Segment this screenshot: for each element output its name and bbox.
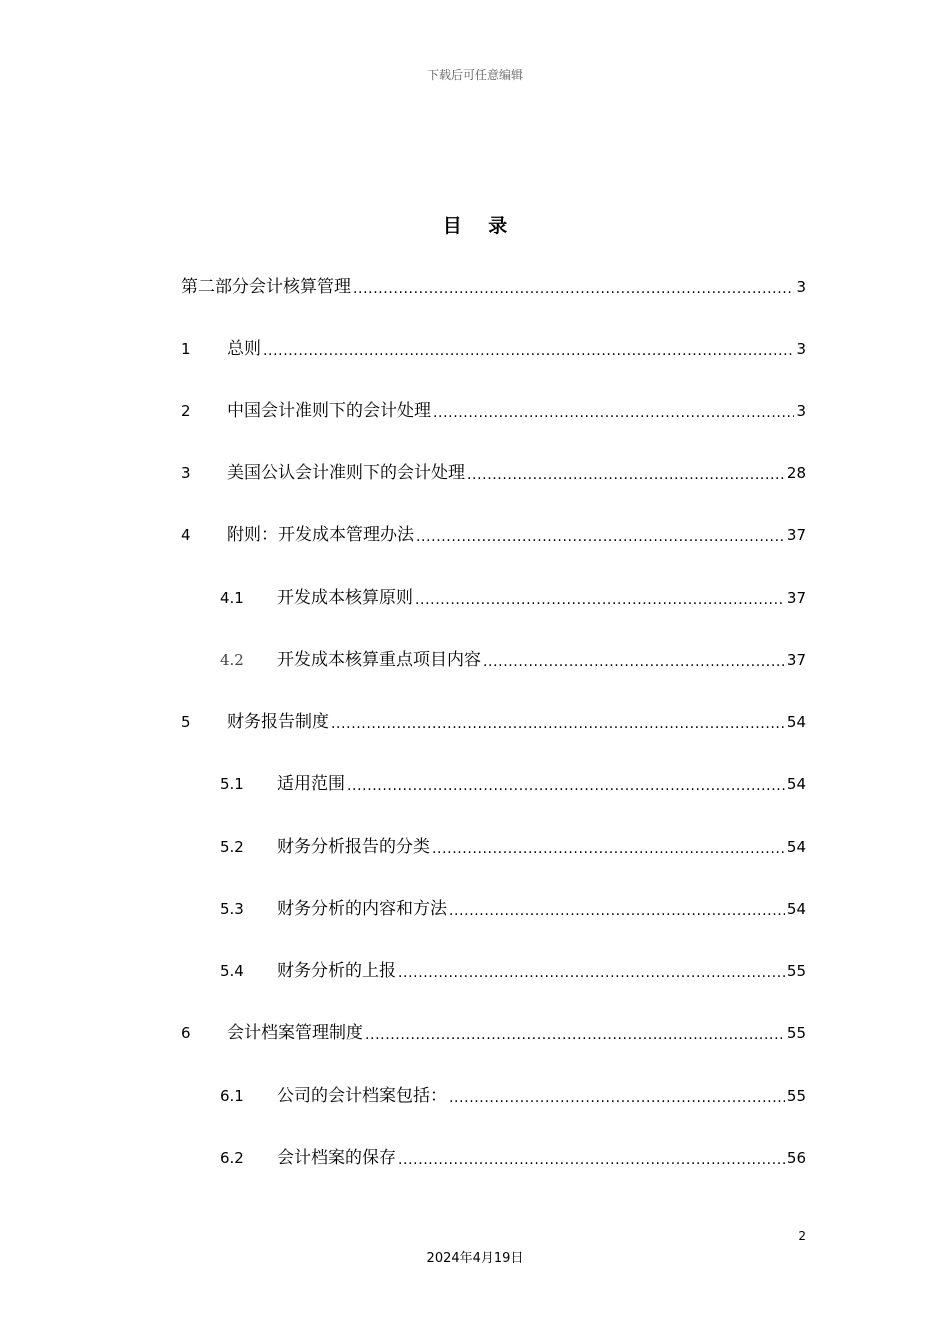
toc-entry-number: 3 bbox=[181, 464, 191, 482]
dot-leader bbox=[467, 465, 785, 485]
toc-entry-number: 5 bbox=[181, 713, 191, 731]
toc-entry-number: 1 bbox=[181, 340, 191, 358]
toc-entry-5-2[interactable] bbox=[220, 835, 806, 859]
toc-entry-text: 财务分析的内容和方法 bbox=[277, 899, 447, 919]
toc-entry-number: 6.1 bbox=[220, 1087, 244, 1105]
toc-entry-5-3[interactable] bbox=[220, 897, 806, 921]
toc-entry-text: 附则：开发成本管理办法 bbox=[227, 525, 414, 545]
toc-entry-page: 55 bbox=[786, 962, 806, 980]
toc-entry-text: 适用范围 bbox=[277, 774, 345, 794]
toc-entry-text: 财务分析的上报 bbox=[277, 961, 396, 981]
toc-entry-number: 5.2 bbox=[220, 838, 244, 856]
dot-leader bbox=[398, 1150, 785, 1170]
toc-entry-5-1[interactable] bbox=[220, 772, 806, 796]
toc-entry-page: 55 bbox=[786, 1087, 806, 1105]
toc-entry-page: 55 bbox=[786, 1024, 806, 1042]
dot-leader bbox=[432, 839, 785, 859]
toc-entry-page: 3 bbox=[796, 340, 806, 358]
toc-entry-5-4[interactable] bbox=[220, 959, 806, 983]
toc-entry-6[interactable] bbox=[181, 1021, 806, 1045]
toc-entry-number: 2 bbox=[181, 402, 191, 420]
page-number: 2 bbox=[798, 1229, 806, 1243]
toc-entry-page: 37 bbox=[786, 651, 806, 669]
toc-entry-number: 6 bbox=[181, 1024, 191, 1042]
toc-entry-4-1[interactable] bbox=[220, 586, 806, 610]
toc-entry-1[interactable] bbox=[181, 337, 806, 361]
dot-leader bbox=[415, 590, 785, 610]
toc-entry-2[interactable] bbox=[181, 399, 806, 423]
dot-leader bbox=[449, 1088, 785, 1108]
toc-entry-page: 54 bbox=[786, 775, 806, 793]
toc-entry-part-2[interactable] bbox=[181, 275, 806, 299]
dot-leader bbox=[365, 1025, 785, 1045]
toc-entry-number: 5.4 bbox=[220, 962, 244, 980]
dot-leader bbox=[263, 341, 794, 361]
toc-entry-3[interactable] bbox=[181, 461, 806, 485]
toc-entry-number: 5.3 bbox=[220, 900, 244, 918]
toc-entry-text: 中国会计准则下的会计处理 bbox=[227, 401, 431, 421]
toc-entry-page: 3 bbox=[796, 402, 806, 420]
toc-entry-text: 开发成本核算重点项目内容 bbox=[277, 650, 481, 670]
toc-entry-page: 37 bbox=[786, 589, 806, 607]
toc-entry-text: 财务报告制度 bbox=[227, 712, 329, 732]
dot-leader bbox=[398, 963, 785, 983]
toc-entry-text: 会计档案管理制度 bbox=[227, 1023, 363, 1043]
toc-entry-page: 3 bbox=[796, 278, 806, 296]
toc-entry-page: 37 bbox=[786, 526, 806, 544]
toc-title: 目 录 bbox=[442, 215, 518, 237]
toc-entry-text: 财务分析报告的分类 bbox=[277, 837, 430, 857]
footer-date: 2024年4月19日 bbox=[426, 1251, 524, 1266]
toc-entry-4[interactable] bbox=[181, 523, 806, 547]
dot-leader bbox=[347, 776, 785, 796]
toc-entry-text: 开发成本核算原则 bbox=[277, 588, 413, 608]
toc-entry-number: 5.1 bbox=[220, 775, 244, 793]
toc-entry-number: 4 bbox=[181, 526, 191, 544]
toc-entry-page: 28 bbox=[786, 464, 806, 482]
header-note: 下载后可任意编辑 bbox=[426, 68, 523, 82]
toc-entry-number: 4.1 bbox=[220, 589, 244, 607]
toc-entry-6-2[interactable] bbox=[220, 1146, 806, 1170]
toc-entry-text: 第二部分会计核算管理 bbox=[181, 277, 351, 297]
dot-leader bbox=[353, 279, 794, 299]
dot-leader bbox=[449, 901, 785, 921]
toc-entry-page: 56 bbox=[786, 1149, 806, 1167]
toc-entry-6-1[interactable] bbox=[220, 1084, 806, 1108]
dot-leader bbox=[433, 403, 794, 423]
dot-leader bbox=[483, 652, 785, 672]
toc-entry-number: 6.2 bbox=[220, 1149, 244, 1167]
toc-entry-page: 54 bbox=[786, 900, 806, 918]
toc-entry-text: 总则 bbox=[227, 339, 261, 359]
toc-entry-text: 公司的会计档案包括： bbox=[277, 1086, 447, 1106]
toc-entry-page: 54 bbox=[786, 713, 806, 731]
toc-entry-page: 54 bbox=[786, 838, 806, 856]
toc-entry-4-2[interactable] bbox=[220, 648, 806, 672]
toc-entry-text: 会计档案的保存 bbox=[277, 1148, 396, 1168]
toc-entry-5[interactable] bbox=[181, 710, 806, 734]
dot-leader bbox=[331, 714, 785, 734]
toc-entry-text: 美国公认会计准则下的会计处理 bbox=[227, 463, 465, 483]
dot-leader bbox=[416, 527, 785, 547]
toc-entry-number: 4.2 bbox=[220, 651, 244, 669]
